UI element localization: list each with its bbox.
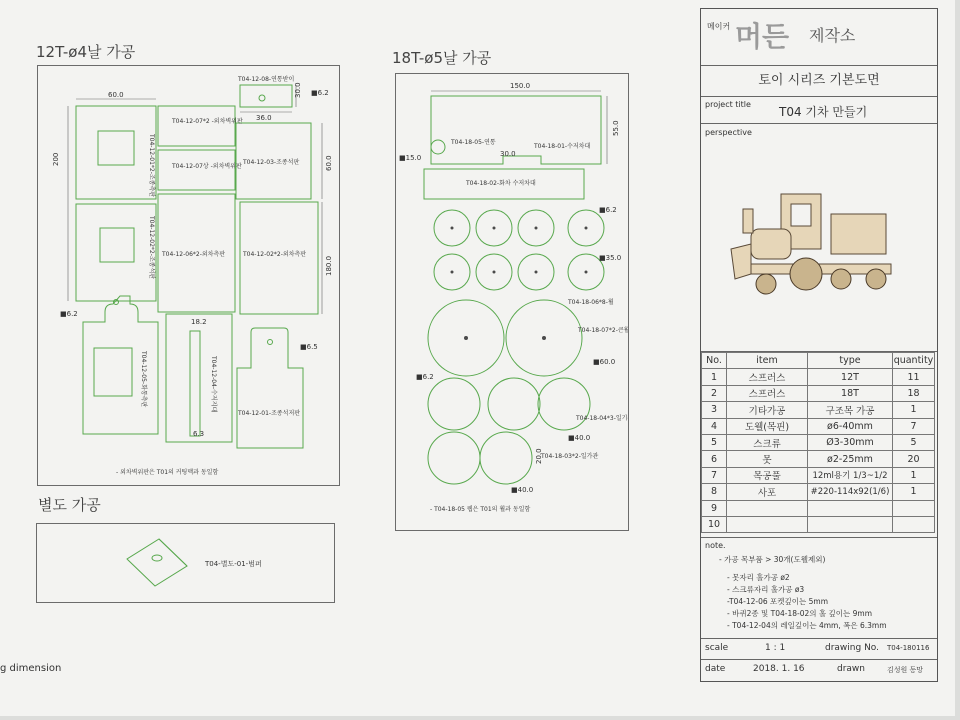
table-cell: 1	[893, 402, 935, 418]
part-label: T04-12-01*2-조종측판	[148, 134, 155, 198]
dim-label: 20.0	[535, 448, 543, 464]
series-row	[701, 66, 937, 97]
part-label: T04-12-04-수저지대	[210, 356, 217, 413]
note-line: - 가공 목부품 > 30개(도웰제외)	[719, 555, 826, 564]
part-label: T04-18-05-연통	[451, 139, 496, 146]
panel-note: - T04-18-05 웹은 T01의 휠과 동일함	[430, 506, 531, 513]
part-label: T04-별도-01-범퍼	[205, 560, 262, 568]
drawing-label: drawing No.	[825, 643, 880, 653]
table-row	[702, 434, 935, 450]
table-cell: 18T	[808, 385, 893, 401]
note-line: - 스크류자리 홀가공 ø3	[727, 585, 805, 594]
project-label: project title	[705, 100, 751, 109]
note-line: - T04-12-04의 레일깊이는 4mm, 폭은 6.3mm	[727, 621, 887, 630]
part-outline	[76, 106, 156, 199]
part-outline	[431, 96, 601, 164]
table-cell: 18	[893, 385, 935, 401]
dim-label: 60.0	[108, 91, 124, 99]
dim-label: 150.0	[510, 82, 531, 90]
table-row	[702, 402, 935, 418]
table-cell: 11	[893, 369, 935, 385]
table-cell: 못	[727, 451, 808, 467]
dim-label: 30.0	[500, 150, 516, 158]
scale-label: scale	[705, 643, 729, 653]
scale-row	[701, 639, 937, 660]
drawn-value: 김성원 동망	[887, 666, 924, 674]
table-header: No.	[702, 353, 727, 369]
dim-label: ■60.0	[593, 358, 616, 366]
dim-label: 30.0	[294, 82, 302, 98]
title-block	[700, 8, 938, 682]
dim-label: ■35.0	[599, 254, 622, 262]
table-cell: #220-114x92(1/6)	[808, 484, 893, 500]
note-line: - 못자리 홀가공 ø2	[727, 573, 790, 582]
dim-label: ■6.2	[60, 310, 78, 318]
table-row	[702, 516, 935, 532]
table-row	[702, 451, 935, 467]
table-cell: 기타가공	[727, 402, 808, 418]
section-title-12t: 12T-ø4날 가공	[36, 43, 136, 61]
table-cell: 스프러스	[727, 369, 808, 385]
part-label: T04-18-07*2-큰휠	[578, 327, 628, 334]
drawn-label: drawn	[837, 664, 865, 674]
table-cell: 12ml용기 1/3~1/2	[808, 467, 893, 483]
table-cell: 1	[893, 467, 935, 483]
part-label: T04-12-01-조종석저판	[238, 410, 301, 417]
table-cell: 7	[702, 467, 727, 483]
table-row	[702, 369, 935, 385]
table-cell: ø6-40mm	[808, 418, 893, 434]
part-label: T04-12-06*2-외차측판	[162, 251, 226, 258]
table-cell: 20	[893, 451, 935, 467]
section-title-separate: 별도 가공	[38, 496, 101, 514]
table-header: quantity	[893, 353, 935, 369]
table-row	[702, 467, 935, 483]
dim-label: 200	[52, 152, 60, 166]
table-cell: 스크류	[727, 434, 808, 450]
bumper-drawing	[37, 524, 334, 602]
panel-12t	[37, 65, 340, 486]
parts-18t-drawing	[396, 74, 628, 530]
table-cell: 2	[702, 385, 727, 401]
part-label: T04-18-06*8-휠	[568, 299, 614, 306]
part-label: T04-12-02*2-조종석판	[148, 216, 155, 280]
part-label: T04-12-07*2 -외차벽위판	[172, 118, 243, 125]
dim-label: ■6.2	[311, 89, 329, 97]
part-label: T04-18-03*2-일가관	[541, 453, 599, 460]
dim-label: ■6.5	[300, 343, 318, 351]
note-label: note.	[705, 541, 726, 550]
date-label: date	[705, 664, 726, 674]
part-label: T04-12-07상 -외차벽위판	[172, 163, 242, 170]
table-cell: 10	[702, 516, 727, 532]
panel-note: - 외차벽위판은 T01의 커팅맥과 동일함	[116, 469, 219, 476]
table-row	[702, 418, 935, 434]
project-title: T04 기차 만들기	[779, 105, 868, 119]
dim-label: 6.3	[193, 430, 205, 438]
table-row	[702, 500, 935, 516]
parts-table-row	[701, 352, 937, 538]
table-cell: 5	[893, 434, 935, 450]
scale-value: 1 : 1	[765, 643, 786, 653]
part-label: T04-12-08-연통받이	[238, 76, 295, 83]
dim-label: ■40.0	[511, 486, 534, 494]
table-cell: 7	[893, 418, 935, 434]
logo-main: 머든	[735, 20, 790, 53]
logo-sub: 제작소	[809, 26, 856, 45]
part-label: T04-18-01-수저차대	[534, 143, 591, 150]
series-title: 토이 시리즈 기본도면	[758, 73, 880, 88]
table-cell: 8	[702, 484, 727, 500]
table-cell	[808, 516, 893, 532]
part-label: T04-18-02-화차 수저차대	[466, 180, 536, 187]
dim-label: 18.2	[191, 318, 207, 326]
train-perspective-illustration	[721, 174, 921, 314]
part-label: T04-12-02*2-외차측판	[243, 251, 307, 258]
table-cell: 도웰(목핀)	[727, 418, 808, 434]
table-header: item	[727, 353, 808, 369]
table-cell	[893, 516, 935, 532]
part-label: T04-18-04*3-일기관	[576, 415, 628, 422]
table-cell: ø2-25mm	[808, 451, 893, 467]
part-label: T04-12-03-조종석판	[243, 159, 300, 166]
dim-label: 60.0	[325, 155, 333, 171]
dim-label: ■6.2	[416, 373, 434, 381]
table-cell: 구조목 가공	[808, 402, 893, 418]
table-cell	[727, 500, 808, 516]
drawing-value: T04-180116	[887, 644, 930, 652]
table-cell: Ø3-30mm	[808, 434, 893, 450]
table-cell: 12T	[808, 369, 893, 385]
note-line: - 바퀴2종 및 T04-18-02의 홀 깊이는 9mm	[727, 609, 872, 618]
dim-label: 55.0	[612, 120, 620, 136]
table-row	[702, 385, 935, 401]
perspective-label: perspective	[705, 128, 752, 137]
dim-label: 36.0	[256, 114, 272, 122]
table-cell	[893, 500, 935, 516]
panel-18t	[395, 73, 629, 531]
logo-small: 메이커	[707, 22, 731, 31]
dim-label: ■40.0	[568, 434, 591, 442]
project-row	[701, 97, 937, 124]
table-cell: 1	[893, 484, 935, 500]
table-header: type	[808, 353, 893, 369]
parts-table	[701, 352, 935, 533]
table-cell: 9	[702, 500, 727, 516]
parts-12t-drawing	[38, 66, 339, 485]
date-row	[701, 660, 937, 680]
table-cell: 사포	[727, 484, 808, 500]
table-cell: 3	[702, 402, 727, 418]
table-cell: 스프러스	[727, 385, 808, 401]
table-row	[702, 484, 935, 500]
footer-note: g dimension	[0, 663, 62, 674]
dim-label: ■6.2	[599, 206, 617, 214]
notes-row	[701, 538, 937, 639]
logo-row	[701, 9, 937, 66]
table-cell	[808, 500, 893, 516]
panel-separate	[36, 523, 335, 603]
date-value: 2018. 1. 16	[753, 664, 805, 674]
dim-label: 180.0	[325, 255, 333, 276]
table-cell: 5	[702, 434, 727, 450]
table-cell: 6	[702, 451, 727, 467]
table-cell: 1	[702, 369, 727, 385]
part-label: T04-12-05-화통측판	[140, 351, 147, 408]
table-cell: 4	[702, 418, 727, 434]
table-cell: 목공풀	[727, 467, 808, 483]
table-cell	[727, 516, 808, 532]
section-title-18t: 18T-ø5날 가공	[392, 49, 492, 67]
note-line: -T04-12-06 포켓깊이는 5mm	[727, 597, 829, 606]
perspective-row	[701, 124, 937, 352]
dim-label: ■15.0	[399, 154, 422, 162]
